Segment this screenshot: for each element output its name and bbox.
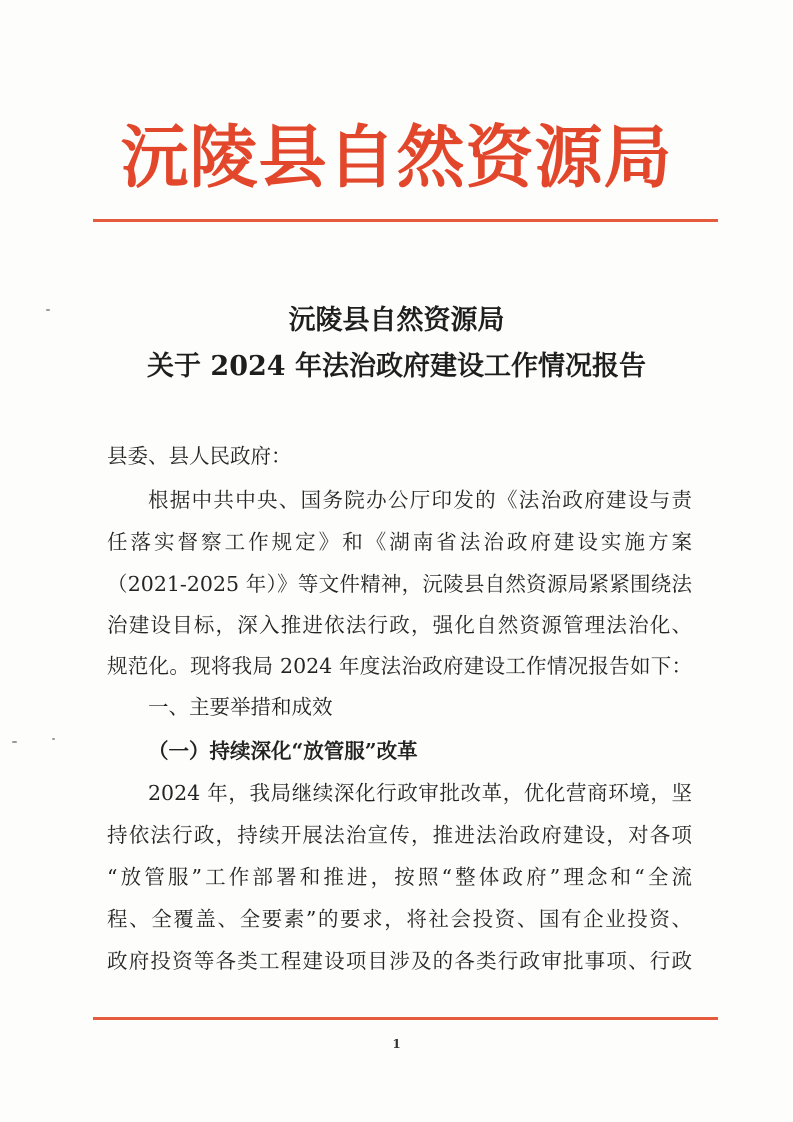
- scan-speck: [52, 738, 55, 740]
- section-line: “放管服”工作部署和推进，按照“整体政府”理念和“全流: [107, 865, 692, 889]
- section-line: 持依法行政，持续开展法治宣传，推进法治政府建设，对各项: [107, 823, 692, 847]
- page-number: 1: [392, 1037, 401, 1051]
- intro-line: （2021-2025 年）》等文件精神，沅陵县自然资源局紧紧围绕法: [107, 572, 692, 596]
- section-line: 2024 年，我局继续深化行政审批改革，优化营商环境，坚: [148, 781, 692, 805]
- scan-speck: [46, 309, 50, 311]
- intro-line: 任落实督察工作规定》和《湖南省法治政府建设实施方案: [107, 530, 692, 554]
- agency-letterhead: 沅陵县自然资源局: [120, 118, 673, 198]
- footer-red-rule: [93, 1017, 718, 1020]
- intro-line: 规范化。现将我局 2024 年度法治政府建设工作情况报告如下：: [107, 654, 692, 678]
- document-title-line-2: 关于 2024 年法治政府建设工作情况报告: [147, 351, 646, 382]
- section-line: 政府投资等各类工程建设项目涉及的各类行政审批事项、行政: [107, 949, 692, 973]
- document-title-line-1: 沅陵县自然资源局: [288, 305, 505, 336]
- intro-line: 根据中共中央、国务院办公厅印发的《法治政府建设与责: [148, 488, 692, 512]
- section-heading: 一、主要举措和成效: [148, 695, 333, 719]
- salutation: 县委、县人民政府：: [107, 444, 292, 468]
- intro-line: 治建设目标，深入推进依法行政，强化自然资源管理法治化、: [107, 613, 692, 637]
- subsection-heading: （一）持续深化“放管服”改革: [148, 739, 418, 763]
- section-line: 程、全覆盖、全要素”的要求，将社会投资、国有企业投资、: [107, 907, 692, 931]
- scan-speck: [12, 741, 17, 743]
- letterhead-red-rule: [93, 219, 718, 222]
